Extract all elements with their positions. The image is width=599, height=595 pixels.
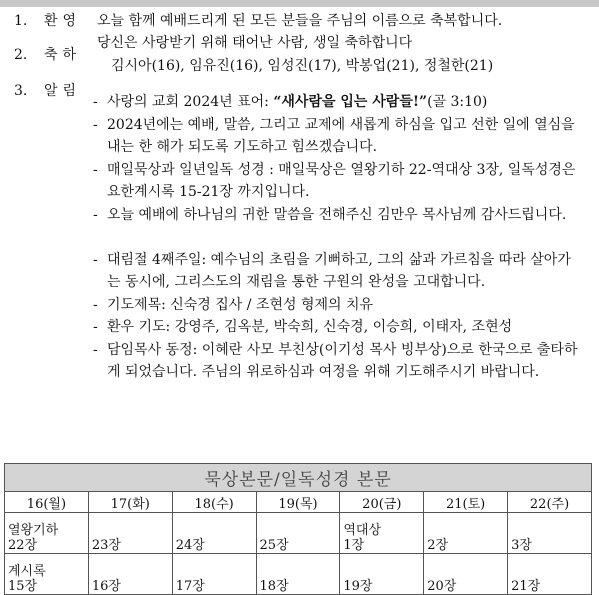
notice-item: - 사랑의 교회 2024년 표어: “새사람을 입는 사람들!”(골 3:10) (93, 94, 488, 110)
notice-text: 2024년에는 예배, 말씀, 그리고 교제에 새롭게 하심을 입고 선한 일에 열심을 내는 한 해가 되도록 기도하고 힘쓰겠습니다. (107, 117, 575, 155)
notice-text: 오늘 예배에 하나님의 귀한 말씀을 전해주신 김만우 목사님께 감사드립니다. (107, 207, 567, 223)
notice-item: - 환우 기도: 강영주, 김옥분, 박숙희, 신숙경, 이승희, 이태자, 조현성 (93, 316, 583, 338)
day-header: 16(월) (5, 492, 89, 513)
birthday-message: 당신은 사랑받기 위해 태어난 사람, 생일 축하합니다 (97, 35, 413, 51)
notice-item: - 매일묵상과 일년일독 성경 : 매일묵상은 열왕기하 22-역대상 3장, 일독성경은 요한계시록 15-21장 까지입니다. (93, 159, 583, 203)
day-header: 22(주) (508, 492, 592, 513)
welcome-text: 오늘 함께 예배드리게 된 모든 분들을 주님의 이름으로 축복합니다. (97, 13, 503, 29)
reading-cell (172, 554, 256, 595)
reading-cell (340, 554, 424, 595)
day-header: 18(수) (172, 492, 256, 513)
reading-cell (508, 554, 592, 595)
section-label: 알림 (44, 83, 82, 99)
chapter: 1장 (343, 538, 365, 553)
reading-cell (5, 513, 89, 554)
table-row-yearly-reading (5, 554, 592, 595)
reading-cell (424, 554, 508, 595)
table-title: 묵상본문/일독성경 본문 (5, 464, 592, 492)
chapter: 17장 (175, 579, 205, 594)
day-header: 21(토) (424, 492, 508, 513)
day-header: 19(목) (256, 492, 340, 513)
chapter: 20장 (427, 579, 457, 594)
chapter: 3장 (511, 538, 532, 553)
notice-item: - 담임목사 동정: 이혜란 사모 부친상(이기성 목사 빙부상)으로 한국으로 출타하게 되었습니다. 주님의 위로하심과 여정을 위해 기도해주시기 바랍니다. (93, 339, 583, 383)
chapter: 2장 (427, 538, 449, 553)
chapter: 23장 (91, 538, 121, 553)
reading-cell (88, 513, 172, 554)
day-header: 17(화) (88, 492, 172, 513)
section-congrats-heading (14, 45, 81, 65)
notice-item: - 기도제목: 신숙경 집사 / 조현성 형제의 치유 (93, 294, 583, 316)
notice-text: 담임목사 동정: 이혜란 사모 부친상(이기성 목사 빙부상)으로 한국으로 출타하게 되었습니다. 주님의 위로하심과 여정을 위해 기도해주시기 바랍니다. (107, 342, 578, 380)
motto-reference: (골 3:10) (427, 94, 488, 110)
section-number: 2. (14, 47, 28, 63)
chapter: 24장 (175, 538, 205, 553)
reading-cell (256, 554, 340, 595)
chapter: 15장 (8, 579, 38, 594)
notice-item: - 대림절 4째주일: 예수님의 초림을 기뻐하고, 그의 삶과 가르침을 따라 살아가는 동시에, 그리스도의 재림을 통한 구원의 완성을 고대합니다. (93, 249, 583, 293)
notice-text: 환우 기도: 강영주, 김옥분, 박숙희, 신숙경, 이승희, 이태자, 조현성 (107, 319, 513, 335)
book-name: 열왕기하 (8, 523, 59, 538)
reading-cell (256, 513, 340, 554)
notice-item: - 2024년에는 예배, 말씀, 그리고 교제에 새롭게 하심을 입고 선한 일에 열심을 내는 한 해가 되도록 기도하고 힘쓰겠습니다. (93, 114, 583, 158)
section-label: 축하 (44, 47, 82, 63)
chapter: 18장 (259, 579, 289, 594)
top-rule (0, 0, 599, 7)
chapter: 22장 (8, 538, 38, 553)
notice-text: 기도제목: 신숙경 집사 / 조현성 형제의 치유 (107, 297, 374, 313)
book-name: 계시록 (8, 564, 46, 579)
chapter: 25장 (259, 538, 289, 553)
chapter: 21장 (511, 579, 541, 594)
section-label: 환영 (44, 13, 82, 29)
reading-cell (5, 554, 89, 595)
reading-cell (424, 513, 508, 554)
birthday-names: 김시아(16), 임유진(16), 임성진(17), 박봉업(21), 정철한(21) (111, 58, 494, 74)
section-number: 1. (14, 13, 28, 29)
notice-text: 매일묵상과 일년일독 성경 : 매일묵상은 열왕기하 22-역대상 3장, 일독성경은 요한계시록 15-21장 까지입니다. (107, 162, 576, 200)
reading-cell (508, 513, 592, 554)
motto-text: “새사람을 입는 사람들!” (273, 94, 428, 110)
section-welcome-heading (14, 11, 81, 31)
section-number: 3. (14, 83, 28, 99)
book-name: 역대상 (343, 523, 382, 538)
day-header: 20(금) (340, 492, 424, 513)
table-header-row (5, 492, 592, 513)
chapter: 16장 (91, 579, 121, 594)
reading-cell (340, 513, 424, 554)
reading-cell (172, 513, 256, 554)
section-notices-heading (14, 81, 81, 101)
table-row-daily-meditation (5, 513, 592, 554)
chapter: 19장 (343, 579, 373, 594)
notice-text: 사랑의 교회 2024년 표어: (107, 94, 274, 110)
notice-text: 대림절 4째주일: 예수님의 초림을 기뻐하고, 그의 삶과 가르침을 따라 살아가는 동시에, 그리스도의 재림을 통한 구원의 완성을 고대합니다. (107, 252, 571, 290)
reading-schedule-table (4, 463, 592, 595)
notice-item: - 오늘 예배에 하나님의 귀한 말씀을 전해주신 김만우 목사님께 감사드립니다. (93, 204, 583, 226)
reading-cell (88, 554, 172, 595)
